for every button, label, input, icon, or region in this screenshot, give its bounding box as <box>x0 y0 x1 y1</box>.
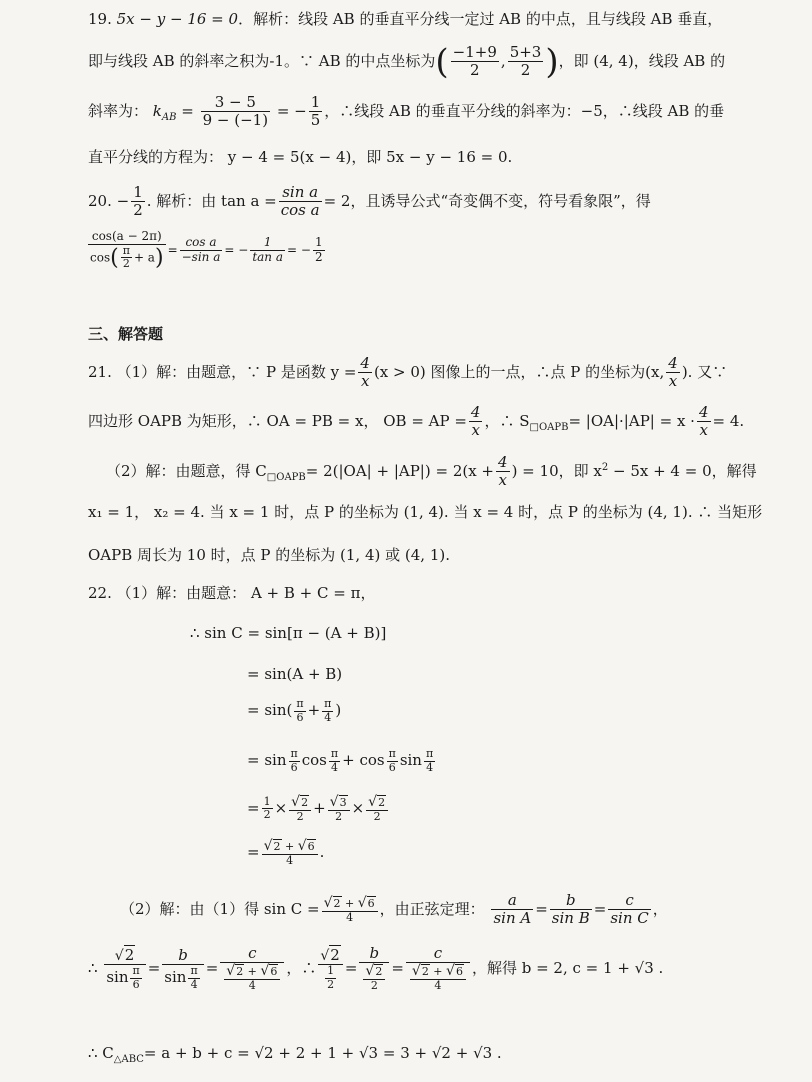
q21-line-3: （2）解：由题意，得 $C_{□OAPB}= 2(|OA| + |AP|) = 2(x$ + $\frac{4}{x}$ ) = 10，即 $x^2 - 5x + 4 = 0$，解得 <box>106 453 757 490</box>
q22-part2-line-2: ∴ √2 sin $\frac{\pi}{6}$ = b sin $\frac{\pi}{4}$ = $\frac{c}{\frac{√2 + √6}{4}}$ ，∴ $\frac{√2}{\frac{1}{2}}$ = $\frac{b}{\frac{√2}{2}}$ = $\frac{c}{\frac{√2 + √6}{4}}$ ，解得 b = 2, c = 1 + √3 . <box>88 944 664 993</box>
q19-line-4 <box>88 148 512 166</box>
q20-fraction-4: $\frac{1}{2}$ <box>314 235 323 265</box>
q22-step-4: = sin $\frac{\pi}{6}$ cos $\frac{\pi}{4}$ + cos $\frac{\pi}{6}$ sin $\frac{\pi}{4}$ <box>247 747 434 774</box>
q22-step-5: = $\frac{1}{2}$ × $\frac{√2}{2}$ + $\frac{√3}{2}$ × $\frac{√2}{2}$ <box>247 794 390 824</box>
q20-fraction-1: cos(a − 2π) cos( $\frac{\pi}{2}$ + a) <box>90 229 164 271</box>
q19-line-1 <box>88 10 722 28</box>
q22-step-6: = $\frac{√2 + √6}{4}$ . <box>247 838 325 868</box>
q20-fraction-2: $\frac{\text{cos a}}{\text{−sin a}}$ <box>181 235 221 265</box>
q19-line-3: 斜率为： $k_{AB}$ = $\frac{3 - 5}{9 - (-1)}$ = − $\frac{1}{5}$ ，∴线段 AB 的垂直平分线的斜率为：−5，∴线段 AB 的垂 <box>88 93 725 130</box>
q20-number: 20. <box>88 191 112 210</box>
q19-analysis-text: ．解析：线段 AB 的垂直平分线一定过 AB 的中点，且与线段 AB 垂直， <box>238 10 723 28</box>
q20-line-1: 20. − $\frac{1}{2}$ . 解析：由 tan a = $\frac{\text{sin a}}{\text{cos a}}$ = 2，且诱导公式“奇变偶不变，符号看象限”，得 <box>88 183 651 220</box>
q19-midpoint-y: $\frac{5+3}{2}$ <box>509 43 542 80</box>
q22-line-1: 22. （1）解：由题意： A + B + C = π， <box>88 584 376 602</box>
q22-perimeter: ∴ $C_{\triangle ABC}= a + b + c = √2 + 2 + 1 + √3 = 3 + √2 + √3$ . <box>88 1044 502 1065</box>
q19-equation: 直平分线的方程为： y − 4 = 5(x − 4)，即 5x − y − 16 = 0. <box>88 148 513 166</box>
q20-tan-fraction: $\frac{\text{sin a}}{\text{cos a}}$ <box>280 183 320 220</box>
q22-part2-line-1: （2）解：由（1）得 sin C = $\frac{√2 + √6}{4}$ ，由正弦定理： $\frac{a}{\text{sin A}}$ = $\frac{b}{\text{sin B}}$ = $\frac{c}{\text{sin C}}$ ， <box>120 891 668 928</box>
q19-slope-result: $\frac{1}{5}$ <box>310 93 321 130</box>
q20-fraction-3: $\frac{1}{\text{tan a}}$ <box>252 235 283 265</box>
q21-line-1: 21. （1）解：由题意，∵ P 是函数 y = $\frac{4}{x}$ (x > 0) 图像上的一点，∴点 P 的坐标为(x, $\frac{4}{x}$ ). 又∵ <box>88 354 728 391</box>
q20-line-2: cos(a − 2π) cos( $\frac{\pi}{2}$ + a) = $\frac{\text{cos a}}{\text{−sin a}}$ = − $\frac{1}{\text{tan a}}$ = − $\frac{1}{2}$ <box>90 229 323 271</box>
q19-line-2: 即与线段 AB 的斜率之积为-1。∵ AB 的中点坐标为( $\frac{-1+9}{2}$ , $\frac{5+3}{2}$ )，即 (4, 4)，线段 AB 的 <box>88 41 726 82</box>
q22-step-1: ∴ sin C = sin[π − (A + B)] <box>190 624 387 642</box>
q19-slope-fraction: $\frac{3 - 5}{9 - (-1)}$ <box>202 93 269 130</box>
q21-line-2: 四边形 OAPB 为矩形，∴ OA = PB = x， OB = AP = $\frac{4}{x}$ ，∴ $S_{□OAPB}= |OA|\cdot|AP| = x$ · $\frac{4}{x}$ = 4. <box>88 403 745 440</box>
q19-answer: 5x − y − 16 = 0 <box>116 10 239 28</box>
q19-midpoint-x: $\frac{-1+9}{2}$ <box>452 43 497 80</box>
q21-line-5: OAPB 周长为 10 时，点 P 的坐标为 (1, 4) 或 (4, 1). <box>88 546 450 564</box>
q21-function-fraction: $\frac{4}{x}$ <box>360 354 370 391</box>
q22-step-3: = sin( $\frac{\pi}{6}$ + $\frac{\pi}{4}$ ) <box>247 697 342 724</box>
q19-text: 即与线段 AB 的斜率之积为-1。∵ AB 的中点坐标为 <box>88 51 436 70</box>
q19-text-2: ，即 (4, 4)，线段 AB 的 <box>558 51 726 70</box>
q19-number: 19. <box>88 10 112 28</box>
section-heading: 三、解答题 <box>88 325 164 343</box>
q21-number: 21. <box>88 362 112 381</box>
q20-answer: $\frac{1}{2}$ <box>133 183 143 220</box>
q22-number: 22. <box>88 584 112 602</box>
q22-step-2: = sin(A + B) <box>247 665 343 683</box>
q19-slope-symbol: k <box>152 101 162 120</box>
q21-line-4: x₁ = 1， x₂ = 4. 当 x = 1 时，点 P 的坐标为 (1, 4). 当 x = 4 时，点 P 的坐标为 (4, 1). ∴ 当矩形 <box>88 503 763 521</box>
